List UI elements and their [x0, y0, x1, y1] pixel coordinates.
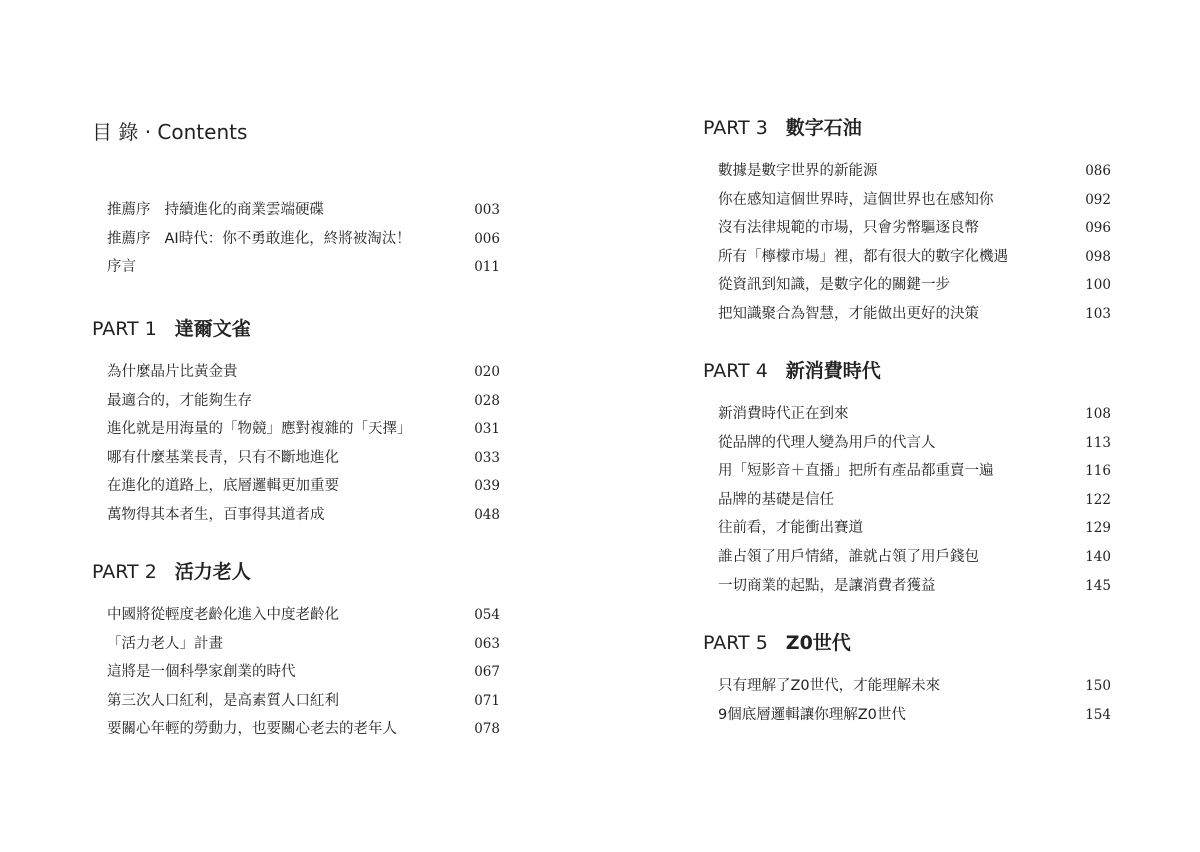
entry-title: 把知識聚合為智慧，才能做出更好的決策	[718, 305, 979, 322]
toc-entry[interactable]	[92, 501, 500, 530]
entry-page: 031	[474, 421, 500, 438]
entry-page: 103	[1085, 305, 1111, 322]
toc-entry[interactable]	[92, 196, 500, 225]
entry-page: 145	[1085, 577, 1111, 594]
entry-page: 113	[1085, 434, 1111, 451]
front-matter	[92, 196, 500, 282]
part-name: 達爾文雀	[174, 318, 251, 340]
part-name: 新消費時代	[785, 360, 881, 382]
entry-page: 020	[474, 364, 500, 380]
entry-page: 063	[474, 635, 500, 652]
entry-title: 誰占領了用戶情緒，誰就占領了用戶錢包	[718, 548, 979, 565]
entry-title: 這將是一個科學家創業的時代	[107, 664, 296, 681]
toc-entry[interactable]	[703, 701, 1111, 730]
entry-page: 108	[1085, 406, 1111, 422]
entry-prefix: 推薦序	[107, 202, 151, 218]
entry-title: 從資訊到知識，是數字化的關鍵一步	[718, 277, 950, 294]
entry-title: 9個底層邏輯讓你理解Z0世代	[718, 706, 906, 723]
part-5-section	[703, 628, 1111, 729]
entry-page: 006	[474, 230, 500, 247]
toc-entry[interactable]	[92, 687, 500, 716]
part-4-section	[703, 356, 1111, 600]
entry-page: 122	[1085, 491, 1111, 508]
toc-entry[interactable]	[703, 457, 1111, 486]
toc-entry[interactable]	[703, 572, 1111, 601]
part-number: PART 5	[703, 632, 768, 654]
part-heading	[703, 356, 1111, 386]
entry-page: 028	[474, 392, 500, 409]
entry-page: 011	[474, 259, 500, 276]
entry-title: 要關心年輕的勞動力，也要關心老去的老年人	[107, 721, 397, 738]
entry-title: 最適合的，才能夠生存	[107, 392, 252, 409]
toc-entry[interactable]	[703, 400, 1111, 429]
part-3-section	[703, 113, 1111, 329]
entry-title: 為什麼晶片比黃金貴	[107, 364, 238, 380]
toc-entry[interactable]	[92, 253, 500, 282]
toc-entry[interactable]	[92, 225, 500, 254]
entry-title: 數據是數字世界的新能源	[718, 163, 878, 179]
toc-entry[interactable]	[92, 658, 500, 687]
entry-page: 003	[474, 202, 500, 218]
part-heading	[703, 628, 1111, 658]
toc-entry[interactable]	[703, 543, 1111, 572]
part-name: Z0世代	[785, 632, 851, 654]
entry-title: 你在感知這個世界時，這個世界也在感知你	[718, 191, 994, 208]
entry-title: 品牌的基礎是信任	[718, 491, 834, 508]
part-number: PART 2	[92, 561, 157, 583]
entry-title: 中國將從輕度老齡化進入中度老齡化	[107, 607, 339, 623]
entry-title: 萬物得其本者生，百事得其道者成	[107, 506, 325, 523]
entry-page: 100	[1085, 277, 1111, 294]
entry-prefix: 推薦序	[107, 230, 151, 247]
toc-entry[interactable]	[92, 601, 500, 630]
entry-page: 096	[1085, 220, 1111, 237]
toc-entry[interactable]	[92, 715, 500, 744]
entry-page: 054	[474, 607, 500, 623]
entry-page: 078	[474, 721, 500, 738]
entry-title: 從品牌的代理人變為用戶的代言人	[718, 434, 936, 451]
entry-title: 序言	[107, 259, 136, 276]
entry-page: 048	[474, 506, 500, 523]
toc-entry[interactable]	[92, 387, 500, 416]
part-name: 數字石油	[785, 117, 862, 139]
entry-page: 116	[1085, 463, 1111, 480]
entry-title: 往前看，才能衝出賽道	[718, 520, 863, 537]
toc-entry[interactable]	[703, 514, 1111, 543]
entry-title: 「活力老人」計畫	[107, 635, 223, 652]
part-heading	[92, 314, 500, 344]
entry-page: 098	[1085, 248, 1111, 265]
part-number: PART 1	[92, 318, 157, 340]
entry-page: 033	[474, 449, 500, 466]
entry-title: 一切商業的起點，是讓消費者獲益	[718, 577, 936, 594]
entry-page: 067	[474, 664, 500, 681]
entry-page: 140	[1085, 548, 1111, 565]
toc-title: 目 錄 · Contents	[92, 120, 248, 144]
entry-page: 086	[1085, 163, 1111, 179]
entry-page: 039	[474, 478, 500, 495]
entry-title: 哪有什麼基業長青，只有不斷地進化	[107, 449, 339, 466]
toc-entry[interactable]	[92, 630, 500, 659]
toc-entry[interactable]	[92, 444, 500, 473]
entry-title: AI時代：你不勇敢進化，終將被淘汰！	[164, 230, 411, 247]
toc-entry[interactable]	[703, 429, 1111, 458]
entry-title: 新消費時代正在到來	[718, 406, 849, 422]
part-name: 活力老人	[174, 561, 251, 583]
part-heading	[92, 557, 500, 587]
entry-title: 進化就是用海量的「物競」應對複雜的「天擇」	[107, 421, 412, 438]
toc-entry[interactable]	[92, 415, 500, 444]
entry-title: 在進化的道路上，底層邏輯更加重要	[107, 478, 339, 495]
part-number: PART 4	[703, 360, 768, 382]
toc-entry[interactable]	[703, 214, 1111, 243]
toc-entry[interactable]	[92, 358, 500, 387]
entry-page: 129	[1085, 520, 1111, 537]
entry-title: 沒有法律規範的市場，只會劣幣驅逐良幣	[718, 220, 979, 237]
entry-title: 所有「檸檬市場」裡，都有很大的數字化機遇	[718, 248, 1008, 265]
entry-title: 只有理解了Z0世代，才能理解未來	[718, 678, 941, 694]
part-heading	[703, 113, 1111, 143]
toc-entry[interactable]	[703, 486, 1111, 515]
entry-page: 150	[1085, 678, 1111, 694]
entry-page: 092	[1085, 191, 1111, 208]
toc-entry[interactable]	[703, 243, 1111, 272]
toc-entry[interactable]	[703, 300, 1111, 329]
toc-entry[interactable]	[703, 672, 1111, 701]
part-number: PART 3	[703, 117, 768, 139]
part-1-section	[92, 314, 500, 530]
entry-title: 用「短影音＋直播」把所有產品都重賣一遍	[718, 463, 994, 480]
part-2-section	[92, 557, 500, 744]
entry-page: 071	[474, 692, 500, 709]
toc-entry[interactable]	[703, 186, 1111, 215]
entry-page: 154	[1085, 706, 1111, 723]
entry-title: 持續進化的商業雲端硬碟	[164, 202, 324, 218]
toc-entry[interactable]	[92, 472, 500, 501]
entry-title: 第三次人口紅利，是高素質人口紅利	[107, 692, 339, 709]
toc-entry[interactable]	[703, 271, 1111, 300]
toc-entry[interactable]	[703, 157, 1111, 186]
